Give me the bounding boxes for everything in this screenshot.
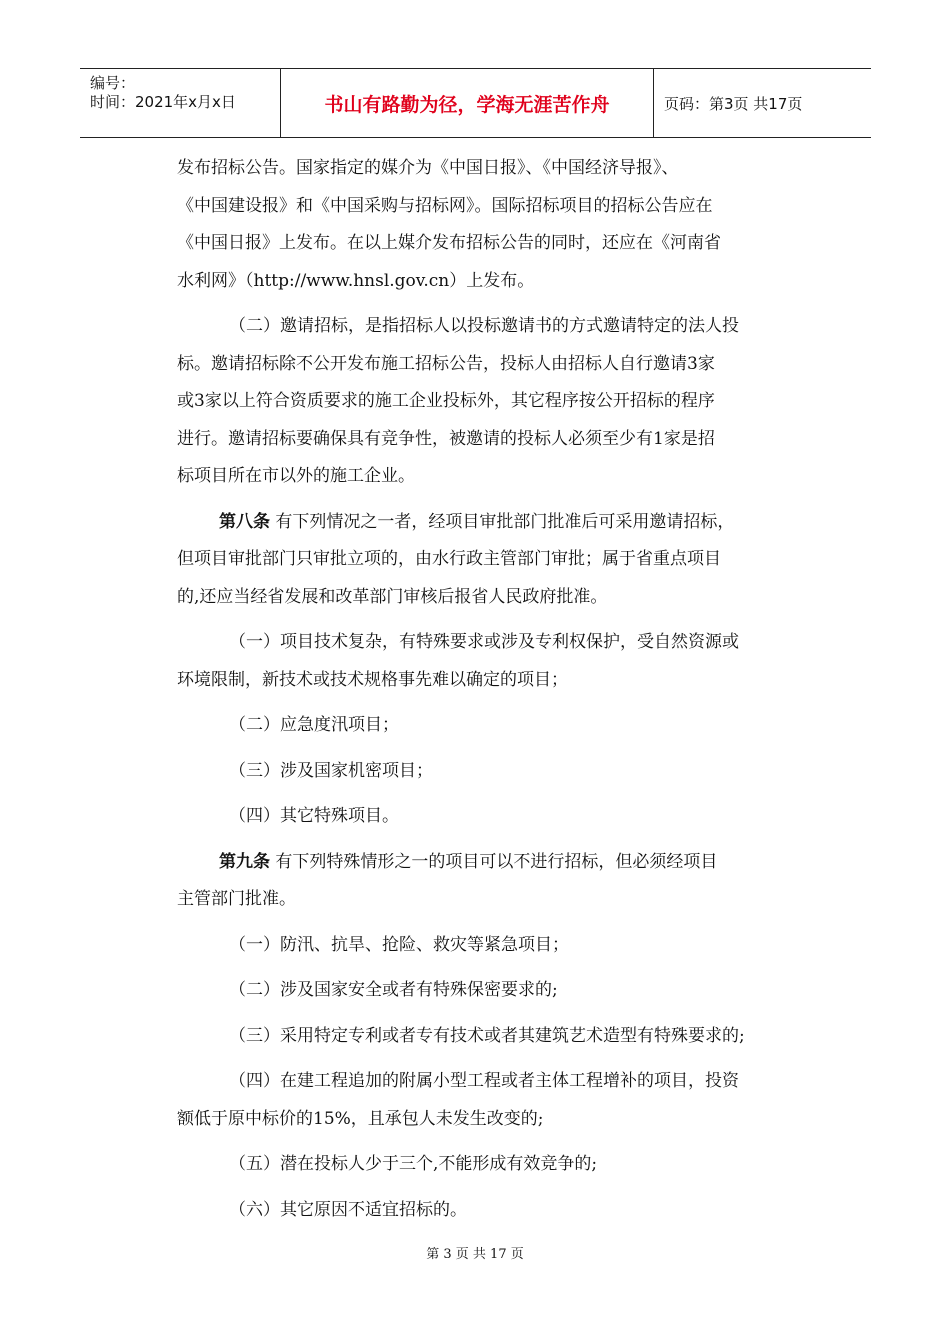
line-text: 水利网》（http://www.hnsl.gov.cn）上发布。 <box>177 270 535 291</box>
line-text: 但项目审批部门只审批立项的，由水行政主管部门审批；属于省重点项目 <box>177 549 721 569</box>
text-line <box>177 1018 817 1056</box>
article-paragraph <box>177 844 817 919</box>
body-paragraph <box>177 972 817 1010</box>
article-number: 第八条 <box>219 511 270 532</box>
line-text: 有下列特殊情形之一的项目可以不进行招标，但必须经项目 <box>270 851 718 872</box>
header-motto: 书山有路勤为径，学海无涯苦作舟 <box>281 69 654 137</box>
line-text: 环境限制，新技术或技术规格事先难以确定的项目； <box>177 669 568 690</box>
line-text: （三）涉及国家机密项目； <box>229 760 433 781</box>
text-line <box>177 1101 817 1139</box>
line-text: （二）应急度汛项目； <box>229 715 399 735</box>
line-text: 《中国建设报》和《中国采购与招标网》。国际招标项目的招标公告应在 <box>177 195 713 216</box>
text-line <box>177 225 817 263</box>
text-line <box>177 150 817 188</box>
text-line <box>177 1192 817 1230</box>
text-line <box>177 844 817 882</box>
line-text: （三）采用特定专利或者专有技术或者其建筑艺术造型有特殊要求的; <box>229 1025 745 1046</box>
line-text: （一）项目技术复杂，有特殊要求或涉及专利权保护，受自然资源或 <box>229 632 739 652</box>
line-text: 主管部门批准。 <box>177 889 296 909</box>
line-text: （二）涉及国家安全或者有特殊保密要求的; <box>229 980 558 1000</box>
article-number: 第九条 <box>219 851 270 872</box>
text-line <box>177 579 817 617</box>
line-text: 发布招标公告。国家指定的媒介为《中国日报》、《中国经济导报》、 <box>177 158 679 178</box>
text-line <box>177 927 817 965</box>
body-paragraph <box>177 927 817 965</box>
line-text: 标项目所在市以外的施工企业。 <box>177 466 415 486</box>
document-body <box>177 150 817 1237</box>
text-line <box>177 346 817 384</box>
line-text: （六）其它原因不适宜招标的。 <box>229 1199 467 1220</box>
text-line <box>177 263 817 301</box>
text-line <box>177 458 817 496</box>
article-paragraph <box>177 504 817 617</box>
text-line <box>177 188 817 226</box>
body-paragraph <box>177 624 817 699</box>
text-line <box>177 798 817 836</box>
line-text: 标。邀请招标除不公开发布施工招标公告，投标人由招标人自行邀请3家 <box>177 353 715 374</box>
text-line <box>177 707 817 745</box>
body-paragraph <box>177 1018 817 1056</box>
text-line <box>177 662 817 700</box>
line-text: （一）防汛、抗旱、抢险、救灾等紧急项目； <box>229 934 569 955</box>
line-text: 或3家以上符合资质要求的施工企业投标外，其它程序按公开招标的程序 <box>177 391 715 411</box>
text-line <box>177 383 817 421</box>
document-number-label: 编号： <box>90 74 136 92</box>
text-line <box>177 1063 817 1101</box>
line-text: （四）其它特殊项目。 <box>229 806 399 826</box>
line-text: 的,还应当经省发展和改革部门审核后报省人民政府批准。 <box>177 586 608 607</box>
header-page-info: 页码：第3页 共17页 <box>664 94 803 113</box>
body-paragraph <box>177 707 817 745</box>
body-paragraph <box>177 798 817 836</box>
line-text: 《中国日报》上发布。在以上媒介发布招标公告的同时，还应在《河南省 <box>177 233 721 253</box>
line-text: 进行。邀请招标要确保具有竞争性，被邀请的投标人必须至少有1家是招 <box>177 428 715 449</box>
text-line <box>177 541 817 579</box>
page-footer: 第 3 页 共 17 页 <box>426 1247 524 1262</box>
text-line <box>177 421 817 459</box>
body-paragraph <box>177 753 817 791</box>
line-text: （五）潜在投标人少于三个,不能形成有效竞争的; <box>229 1154 598 1174</box>
body-paragraph <box>177 1192 817 1230</box>
text-line <box>177 1146 817 1184</box>
line-text: 有下列情况之一者，经项目审批部门批准后可采用邀请招标， <box>270 511 735 532</box>
text-line <box>177 624 817 662</box>
body-paragraph <box>177 308 817 496</box>
body-paragraph <box>177 1146 817 1184</box>
header-meta-cell <box>80 69 281 137</box>
text-line <box>177 504 817 542</box>
body-paragraph <box>177 1063 817 1138</box>
text-line <box>177 308 817 346</box>
line-text: （二）邀请招标，是指招标人以投标邀请书的方式邀请特定的法人投 <box>229 316 739 336</box>
text-line <box>177 881 817 919</box>
text-line <box>177 753 817 791</box>
line-text: （四）在建工程追加的附属小型工程或者主体工程增补的项目，投资 <box>229 1071 739 1091</box>
document-date-label: 时间：2021年x月x日 <box>90 93 236 111</box>
page-header <box>80 68 871 138</box>
body-paragraph <box>177 150 817 300</box>
line-text: 额低于原中标价的15%，且承包人未发生改变的; <box>177 1108 544 1129</box>
text-line <box>177 972 817 1010</box>
